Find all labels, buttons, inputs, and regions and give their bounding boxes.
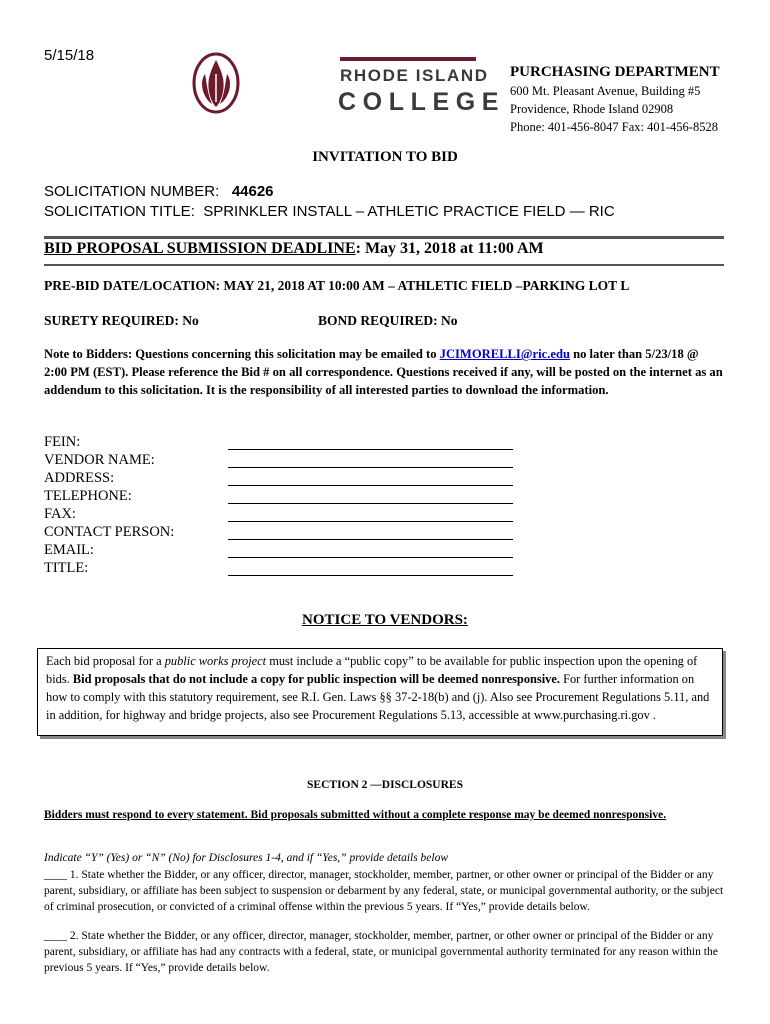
deadline-value: : May 31, 2018 at 11:00 AM xyxy=(355,240,544,257)
prebid-info: PRE-BID DATE/LOCATION: MAY 21, 2018 AT 10:00 AM – ATHLETIC FIELD –PARKING LOT L xyxy=(44,278,630,293)
note-text-start: Note to Bidders: Questions concerning this solicitation may be emailed to xyxy=(44,347,440,361)
field-label-address: ADDRESS: xyxy=(44,470,115,486)
field-input-email[interactable] xyxy=(228,557,513,558)
field-label-fein: FEIN: xyxy=(44,434,81,450)
disclosure-item-2: ____ 2. State whether the Bidder, or any officer, director, manager, stockholder, member, partner, or other owner or principal of the Bidder or any parent, subsidiary, or affiliate has had any contracts with a federal, state, or municipal governmental authority terminated for any reason within the previous 5 years. If “Yes,” provide details below. xyxy=(44,930,718,974)
surety-required: SURETY REQUIRED: No xyxy=(44,313,199,328)
flame-emblem-icon xyxy=(192,52,240,114)
field-label-title: TITLE: xyxy=(44,560,89,576)
field-input-fax[interactable] xyxy=(228,521,513,522)
logo-text-college: COLLEGE xyxy=(338,88,506,116)
logo-accent-bar xyxy=(340,57,476,61)
department-address-line1: 600 Mt. Pleasant Avenue, Building #5 xyxy=(510,84,701,98)
note-to-bidders xyxy=(44,345,724,399)
field-input-title[interactable] xyxy=(228,575,513,576)
notice-text-2: must include a “public copy” to be available for public inspection upon the opening of bids. xyxy=(46,654,698,686)
notice-text-bold: Bid proposals that do not include a copy for public inspection will be deemed nonresponsive. xyxy=(72,672,560,686)
bond-required: BOND REQUIRED: No xyxy=(318,313,458,328)
solicitation-title xyxy=(44,203,615,220)
notice-title: NOTICE TO VENDORS: xyxy=(302,612,468,628)
indicate-instructions: Indicate “Y” (Yes) or “N” (No) for Disclosures 1-4, and if “Yes,” provide details below xyxy=(44,852,449,864)
field-input-vendor-name[interactable] xyxy=(228,467,513,468)
section-2-title: SECTION 2 —DISCLOSURES xyxy=(307,779,463,791)
contact-email-link[interactable]: JCIMORELLI@ric.edu xyxy=(439,347,570,361)
notice-text-italic: public works project xyxy=(164,654,267,668)
field-input-contact-person[interactable] xyxy=(228,539,513,540)
solicitation-title-label: SOLICITATION TITLE: xyxy=(44,203,195,220)
solicitation-title-value: SPRINKLER INSTALL – ATHLETIC PRACTICE FIELD — RIC xyxy=(203,203,615,220)
deadline-label: BID PROPOSAL SUBMISSION DEADLINE xyxy=(44,240,356,257)
solicitation-number-value: 44626 xyxy=(231,183,274,200)
must-respond-notice: Bidders must respond to every statement. Bid proposals submitted without a complete response may be deemed nonresponsive. xyxy=(44,809,667,821)
solicitation-number-label: SOLICITATION NUMBER: xyxy=(44,183,220,200)
document-heading: INVITATION TO BID xyxy=(312,149,458,165)
logo-text-rhode-island: RHODE ISLAND xyxy=(340,66,489,85)
submission-deadline xyxy=(44,240,544,258)
field-input-fein[interactable] xyxy=(228,449,513,450)
field-input-telephone[interactable] xyxy=(228,503,513,504)
department-phone: Phone: 401-456-8047 Fax: 401-456-8528 xyxy=(510,120,718,134)
note-text-end: no later than 5/23/18 @ 2:00 PM (EST). Please reference the Bid # on all correspondence. Questions received if any, will be posted on the internet as an addendum to this solicitation. It is the responsibility of all interested parties to download the information. xyxy=(44,347,723,397)
notice-box xyxy=(37,648,723,736)
department-title: PURCHASING DEPARTMENT xyxy=(510,64,720,80)
field-label-contact-person: CONTACT PERSON: xyxy=(44,524,175,540)
divider-top xyxy=(44,236,724,239)
field-label-telephone: TELEPHONE: xyxy=(44,488,132,504)
disclosure-item-1: ____ 1. State whether the Bidder, or any officer, director, manager, stockholder, member, partner, or other owner or principal of the Bidder or any parent, subsidiary, or affiliate has been subject to suspension or debarment by any federal, state, or municipal governmental authority, or the subject of criminal prosecution, or convicted of a criminal offense within the previous 5 years. If “Yes,” provide details below. xyxy=(44,869,724,913)
field-label-fax: FAX: xyxy=(44,506,76,522)
document-date: 5/15/18 xyxy=(44,47,95,64)
notice-text-3: For further information on how to comply with this statutory requirement, see R.I. Gen. Laws §§ 37-2-18(b) and (j). Also see Procurement Regulations 5.11, and in addition, for highway and bridge projects, also see Procurement Regulations 5.13, accessible at www.purchasing.ri.gov . xyxy=(46,672,710,722)
divider-bottom xyxy=(44,264,724,266)
department-address-line2: Providence, Rhode Island 02908 xyxy=(510,102,674,116)
solicitation-number xyxy=(44,183,274,200)
notice-text-1: Each bid proposal for a xyxy=(46,654,165,668)
field-label-vendor-name: VENDOR NAME: xyxy=(44,452,155,468)
field-input-address[interactable] xyxy=(228,485,513,486)
field-label-email: EMAIL: xyxy=(44,542,94,558)
